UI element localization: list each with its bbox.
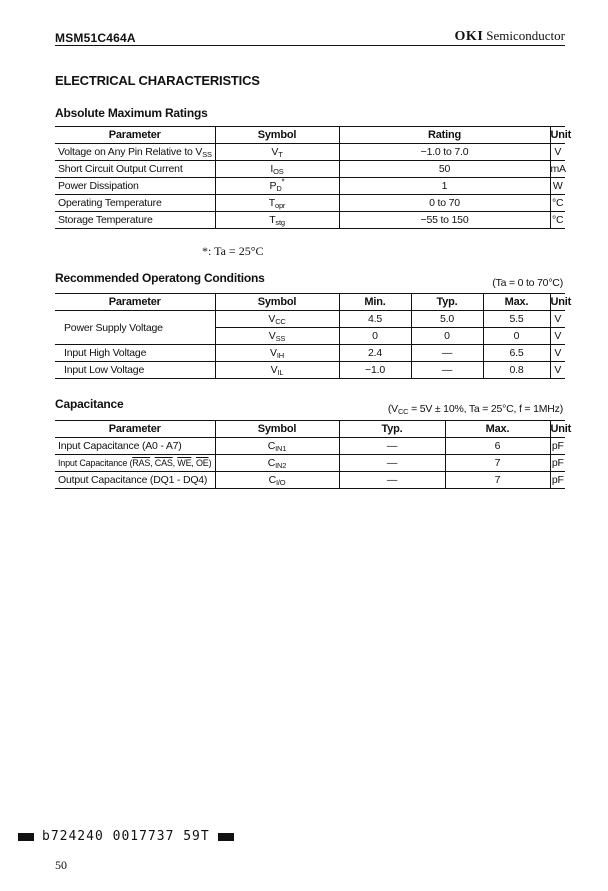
symbol-cell: $C_{I/O}$: [215, 472, 339, 489]
param-cell: Voltage on Any Pin Relative to $V_{SS}$: [55, 144, 215, 161]
rating-cell: 1: [339, 178, 550, 195]
unit-cell: pF: [550, 472, 565, 489]
barcode-line: [10, 829, 242, 844]
max-cell: 7: [445, 472, 550, 489]
typ-cell: —: [411, 345, 483, 362]
typ-cell: —: [411, 362, 483, 379]
table-row: [55, 438, 565, 455]
max-cell: 0: [483, 328, 550, 345]
capacitance-title: Capacitance: [55, 397, 124, 411]
table-row: [55, 178, 565, 195]
symbol-cell: $P_D^*$: [215, 178, 339, 195]
symbol-cell: $T_{stg}$: [215, 212, 339, 229]
col-header: Parameter: [55, 294, 215, 311]
col-header: Rating: [339, 127, 550, 144]
symbol-cell: $V_{CC}$: [215, 311, 339, 328]
unit-cell: V: [550, 311, 565, 328]
typ-cell: —: [339, 472, 445, 489]
symbol-cell: $C_{IN1}$: [215, 438, 339, 455]
min-cell: 0: [339, 328, 411, 345]
unit-cell: V: [550, 144, 565, 161]
col-header: Min.: [339, 294, 411, 311]
division-name: Semiconductor: [486, 28, 565, 43]
table-row: [55, 345, 565, 362]
table-row: [55, 455, 565, 472]
max-cell: 5.5: [483, 311, 550, 328]
rating-cell: 50: [339, 161, 550, 178]
param-cell: Input Capacitance (A0 - A7): [55, 438, 215, 455]
marker-block: [18, 833, 34, 841]
min-cell: 2.4: [339, 345, 411, 362]
symbol-cell: $T_{opr}$: [215, 195, 339, 212]
capacitance-table: [55, 420, 572, 489]
table-row: [55, 161, 565, 178]
col-header: Typ.: [411, 294, 483, 311]
table-row: [55, 362, 565, 379]
table-row: [55, 195, 565, 212]
section-title: ELECTRICAL CHARACTERISTICS: [55, 73, 260, 88]
param-cell: Input High Voltage: [55, 345, 215, 362]
param-cell: Short Circuit Output Current: [55, 161, 215, 178]
col-header: Symbol: [215, 127, 339, 144]
table-header-row: [55, 294, 565, 311]
param-cell: Storage Temperature: [55, 212, 215, 229]
param-cell: Power Dissipation: [55, 178, 215, 195]
symbol-cell: $V_{SS}$: [215, 328, 339, 345]
capacitance-condition: ($V_{CC} = 5V \pm 10\%$, Ta = 25°C, f = 1MHz): [387, 403, 563, 416]
max-cell: 7: [445, 455, 550, 472]
abs-max-title: Absolute Maximum Ratings: [55, 106, 208, 120]
unit-cell: V: [550, 345, 565, 362]
col-header: Unit: [550, 294, 565, 311]
rec-op-table: [55, 293, 572, 379]
unit-cell: V: [550, 362, 565, 379]
col-header: Unit: [550, 127, 565, 144]
part-number: MSM51C464A: [55, 31, 136, 45]
abs-max-table: [55, 126, 572, 229]
param-cell: Operating Temperature: [55, 195, 215, 212]
table-row: [55, 144, 565, 161]
rating-cell: −55 to 150: [339, 212, 550, 229]
param-cell: Power Supply Voltage: [55, 311, 215, 345]
rec-op-title: Recommended Operatong Conditions: [55, 271, 265, 285]
unit-cell: V: [550, 328, 565, 345]
typ-cell: —: [339, 438, 445, 455]
col-header: Max.: [483, 294, 550, 311]
table-header-row: [55, 421, 565, 438]
symbol-cell: $I_{OS}$: [215, 161, 339, 178]
table-row: [55, 472, 565, 489]
symbol-cell: $V_T$: [215, 144, 339, 161]
col-header: Max.: [445, 421, 550, 438]
symbol-cell: $C_{IN2}$: [215, 455, 339, 472]
param-cell: Input Low Voltage: [55, 362, 215, 379]
header-rule: [55, 45, 565, 46]
min-cell: −1.0: [339, 362, 411, 379]
unit-cell: pF: [550, 455, 565, 472]
table-row: [55, 212, 565, 229]
min-cell: 4.5: [339, 311, 411, 328]
footnote: *: Ta = 25°C: [202, 244, 264, 258]
typ-cell: 5.0: [411, 311, 483, 328]
marker-block: [218, 833, 234, 841]
symbol-cell: $V_{IL}$: [215, 362, 339, 379]
page-number: 50: [55, 858, 67, 872]
unit-cell: pF: [550, 438, 565, 455]
max-cell: 6: [445, 438, 550, 455]
symbol-cell: $V_{IH}$: [215, 345, 339, 362]
barcode-text: b724240 0017737 59T: [42, 829, 210, 844]
table-header-row: [55, 127, 565, 144]
unit-cell: mA: [550, 161, 565, 178]
col-header: Unit: [550, 421, 565, 438]
brand-logo: OKI: [454, 29, 484, 44]
unit-cell: °C: [550, 212, 565, 229]
unit-cell: W: [550, 178, 565, 195]
manufacturer-header: [455, 28, 565, 45]
typ-cell: 0: [411, 328, 483, 345]
col-header: Typ.: [339, 421, 445, 438]
col-header: Parameter: [55, 421, 215, 438]
table-row: [55, 311, 565, 328]
rating-cell: −1.0 to 7.0: [339, 144, 550, 161]
unit-cell: °C: [550, 195, 565, 212]
param-cell: Output Capacitance (DQ1 - DQ4): [55, 472, 215, 489]
col-header: Symbol: [215, 421, 339, 438]
max-cell: 0.8: [483, 362, 550, 379]
max-cell: 6.5: [483, 345, 550, 362]
param-cell: Input Capacitance ($\overline{RAS}$, $\overline{CAS}$, $\overline{WE}$, $\overline{OE}$): [55, 455, 215, 472]
col-header: Parameter: [55, 127, 215, 144]
col-header: Symbol: [215, 294, 339, 311]
rec-op-condition: (Ta = 0 to 70°C): [492, 277, 563, 289]
rating-cell: 0 to 70: [339, 195, 550, 212]
typ-cell: —: [339, 455, 445, 472]
